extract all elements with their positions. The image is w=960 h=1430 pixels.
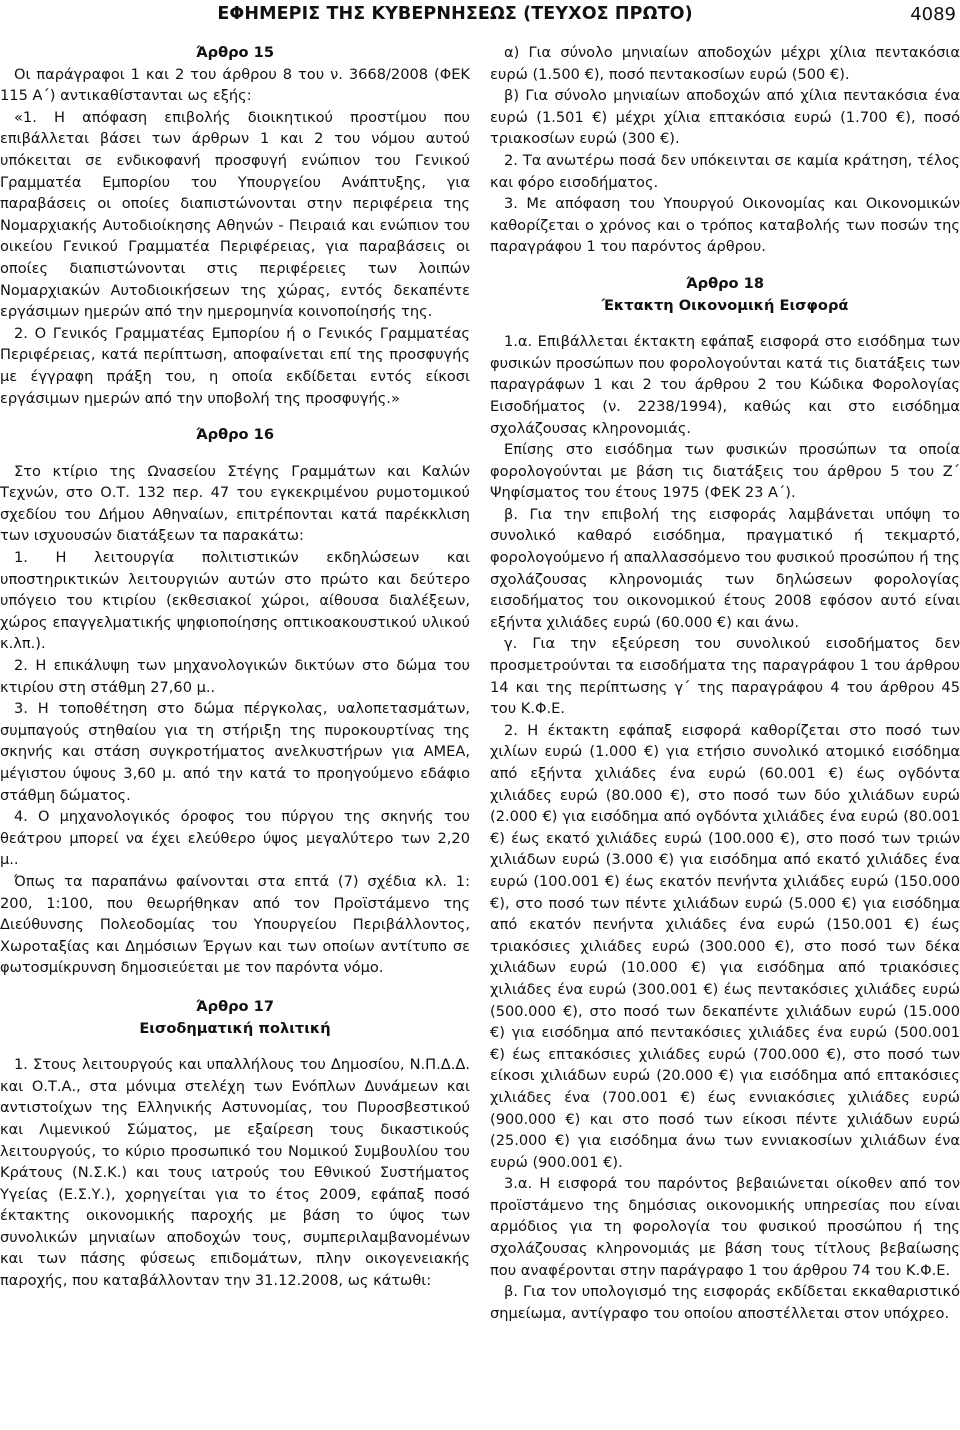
- article-18-title: Άρθρο 18: [686, 274, 764, 292]
- article-16-paragraph-1: 1. Η λειτουργία πολιτιστικών εκδηλώσεων και υποστηρικτικών λειτουργιών αυτών στο πρώτο και δεύτερο υπόγειο του κτιρίου (εκθεσιακοί χώροι, αίθουσα διαλέξεων, χώρος επαγγελματικής ψηφιοποίησης οπτικοακουστικού υλικού κ.λπ.).: [0, 549, 470, 653]
- left-column: [0, 42, 470, 1292]
- article-18-paragraph-1b: β. Για την επιβολή της εισφοράς λαμβάνεται υπόψη το συνολικό καθαρό εισόδημα, πραγματικό ή τεκμαρτό, φορολογούμενο ή απαλλασσόμενο του φυσικού προσώπου ή της σχολάζουσας κληρονομιάς των δηλώσεων φορολογίας εισοδήματος του οικονομικού έτους 2008 εφόσον αυτό είναι εξήντα χιλιάδες ευρώ (60.000 €) και άνω.: [490, 505, 960, 631]
- article-17-item-b: β) Για σύνολο μηνιαίων αποδοχών από χίλια πεντακόσια ένα ευρώ (1.501 €) μέχρι χίλια επτακόσια ευρώ (1.700 €), ποσό τριακοσίων ευρώ (300 €).: [490, 87, 960, 148]
- article-17-paragraph-3: 3. Με απόφαση του Υπουργού Οικονομίας και Οικονομικών καθορίζεται ο χρόνος και ο τρόπος καταβολής των ποσών της παραγράφου 1 του παρόντος άρθρου.: [490, 195, 960, 256]
- article-17-title: Άρθρο 17: [196, 997, 274, 1015]
- article-18-paragraph-3a: 3.α. Η εισφορά του παρόντος βεβαιώνεται οίκοθεν από τον προϊστάμενο της δημόσιας οικονομικής υπηρεσίας που είναι αρμόδιος για τη φορολογία του φυσικού προσώπου ή της σχολάζουσας κληρονομιάς με βάση τους τίτλους βεβαίωσης που αναφέρονται στην παράγραφο 1 του άρθρου 74 του Κ.Φ.Ε.: [490, 1175, 960, 1279]
- article-18-paragraph-1c: γ. Για την εξεύρεση του συνολικού εισοδήματος δεν προσμετρούνται τα εισοδήματα της παραγράφου 1 του άρθρου 14 και της περίπτωσης γ΄ της παραγράφου 4 του άρθρου 45 του Κ.Φ.Ε.: [490, 635, 960, 718]
- article-17-subtitle: Εισοδηματική πολιτική: [139, 1019, 331, 1037]
- article-16-paragraph-5: Όπως τα παραπάνω φαίνονται στα επτά (7) σχέδια κλ. 1: 200, 1:100, που θεωρήθηκαν από τον Προϊστάμενο της Διεύθυνσης Πολεοδομίας του Υπουργείου Περιβάλλοντος, Χωροταξίας και Δημόσιων Έργων και των οποίων αντίτυπο σε φωτοσμίκρυνση δημοσιεύεται με τον παρόντα νόμο.: [0, 872, 470, 977]
- article-16-paragraph-4: 4. Ο μηχανολογικός όροφος του πύργου της σκηνής του θεάτρου μπορεί να έχει ελεύθερο ύψος μεγαλύτερο των 2,20 μ..: [0, 808, 470, 869]
- article-18-paragraph-2: 2. Η έκτακτη εφάπαξ εισφορά καθορίζεται στο ποσό των χιλίων ευρώ (1.000 €) για ετήσιο συνολικό ατομικό εισόδημα από εξήντα χιλιάδες ένα ευρώ (60.001 €) έως ογδόντα χιλιάδες ευρώ (80.000 €), στο ποσό των δύο χιλιάδων ευρώ (2.000 €) για εισόδημα από ογδόντα χιλιάδες ένα ευρώ (80.001 €) έως εκατό χιλιάδες ευρώ (100.000 €), στο ποσό των τριών χιλιάδων ευρώ (3.000 €) για εισόδημα από εκατό χιλιάδες ένα ευρώ (100.001 €) έως εκατόν πενήντα χιλιάδες ευρώ (150.000 €), στο ποσό των πέντε χιλιάδων ευρώ (5.000 €) για εισόδημα από εκατόν πενήντα χιλιάδες ένα ευρώ (150.001 €) έως τριακόσιες χιλιάδες ευρώ (300.000 €), στο ποσό των δέκα χιλιάδων ευρώ (10.000 €) για εισόδημα από τριακόσιες χιλιάδες ένα ευρώ (300.001 €) έως πεντακόσιες χιλιάδες ευρώ (500.000 €), στο ποσό των δεκαπέντε χιλιάδων ευρώ (15.000 €) για εισόδημα από πεντακόσιες χιλιάδες ένα ευρώ (500.001 €) έως επτακόσιες χιλιάδες ευρώ (700.000 €), στο ποσό των είκοσι χιλιάδων ευρώ (20.000 €) για εισόδημα από επτακόσιες χιλιάδες ένα (700.001 €) έως εννιακόσιες χιλιάδες ευρώ (900.000 €) και στο ποσό των είκοσι πέντε χιλιάδων ευρώ (25.000 €) για εισόδημα άνω των εννιακοσίων χιλιάδων ένα ευρώ (900.001 €).: [490, 721, 960, 1171]
- article-16-paragraph-2: 2. Η επικάλυψη των μηχανολογικών δικτύων στο δώμα του κτιρίου στη στάθμη 27,60 μ..: [0, 657, 470, 696]
- article-15-intro: Οι παράγραφοι 1 και 2 του άρθρου 8 του ν. 3668/2008 (ΦΕΚ 115 Α΄) αντικαθίστανται ως εξής:: [0, 65, 470, 105]
- gazette-title: ΕΦΗΜΕΡΙΣ ΤΗΣ ΚΥΒΕΡΝΗΣΕΩΣ (ΤΕΥΧΟΣ ΠΡΩΤΟ): [217, 4, 693, 24]
- article-18-paragraph-1a-continued: Επίσης στο εισόδημα των φυσικών προσώπων τα οποία φορολογούνται με βάση τις διατάξεις του άρθρου 5 του Ζ΄ Ψηφίσματος του έτους 1975 (ΦΕΚ 23 Α΄).: [490, 441, 960, 502]
- article-15-paragraph-2: 2. Ο Γενικός Γραμματέας Εμπορίου ή ο Γενικός Γραμματέας Περιφέρειας, κατά περίπτωση, αποφαίνεται επί της προσφυγής με έγγραφη πράξη του, η οποία εκδίδεται εντός είκοσι εργάσιμων ημερών από την υποβολή της προσφυγής.»: [0, 324, 470, 407]
- article-18-paragraph-3b: β. Για τον υπολογισμό της εισφοράς εκδίδεται εκκαθαριστικό σημείωμα, αντίγραφο του οποίου αποστέλλεται στον υπόχρεο.: [490, 1283, 960, 1322]
- article-17-item-a: α) Για σύνολο μηνιαίων αποδοχών μέχρι χίλια πεντακόσια ευρώ (1.500 €), ποσό πεντακοσίων ευρώ (500 €).: [490, 44, 960, 83]
- article-17-paragraph-2: 2. Τα ανωτέρω ποσά δεν υπόκεινται σε καμία κράτηση, τέλος και φόρο εισοδήματος.: [490, 151, 960, 191]
- right-column: [490, 42, 960, 1324]
- article-15-title: Άρθρο 15: [196, 44, 274, 61]
- article-17-paragraph-1: 1. Στους λειτουργούς και υπαλλήλους του Δημοσίου, Ν.Π.Δ.Δ. και Ο.Τ.Α., στα μόνιμα στελέχη των Ενόπλων Δυνάμεων και αντιστοίχων της Ελληνικής Αστυνομίας, του Πυροσβεστικού και Λιμενικού Σώματος, με εξαίρεση τους δικαστικούς λειτουργούς, το κύριο προσωπικό του Νομικού Συμβουλίου του Κράτους (Ν.Σ.Κ.) και τους ιατρούς του Εθνικού Συστήματος Υγείας (Ε.Σ.Υ.), χορηγείται για το έτος 2009, εφάπαξ ποσό έκτακτης οικονομικής παροχής με βάση το ύψος των συνολικών μηνιαίων αποδοχών τους, συμπεριλαμβανομένων και των πάσης φύσεως επιδομάτων, πλην οικογενειακής παροχής, που καταβάλλονταν την 31.12.2008, ως κάτωθι:: [0, 1056, 470, 1290]
- article-15-paragraph-1: «1. Η απόφαση επιβολής διοικητικού προστίμου που επιβάλλεται βάσει των άρθρων 1 και 2 του νόμου αυτού υπόκειται σε ενδικοφανή προσφυγή ενώπιον του Γενικού Γραμματέα Εμπορίου του Υπουργείου Ανάπτυξης, για παραβάσεις οι οποίες διαπιστώνονται στην περιφέρεια της Νομαρχιακής Αυτοδιοίκησης Αθηνών - Πειραιά και ενώπιον του οικείου Γενικού Γραμματέα Περιφέρειας, για παραβάσεις οι οποίες διαπιστώνονται στις περιφέρειες των λοιπών Νομαρχιακών Αυτοδιοικήσεων της χώρας, εντός δεκαπέντε εργάσιμων ημερών από την ημερομηνία κοινοποίησής της.: [0, 108, 470, 321]
- page-header: [0, 0, 960, 32]
- page-number: 4089: [910, 4, 956, 25]
- article-16-paragraph-3: 3. Η τοποθέτηση στο δώμα πέργκολας, υαλοπετασμάτων, συμπαγούς στηθαίου για τη στήριξη της πυροκουρτίνας της σκηνής και στάση συγκροτήματος ανελκυστήρων για ΑΜΕΑ, μέγιστου ύψους 3,60 μ. από την κατά το προηγούμενο εδάφιο στάθμη δώματος.: [0, 700, 470, 804]
- article-18-paragraph-1a: 1.α. Επιβάλλεται έκτακτη εφάπαξ εισφορά στο εισόδημα των φυσικών προσώπων που φορολογούνται κατά τις διατάξεις των παραγράφων 1 και 2 του άρθρου 2 του Κώδικα Φορολογίας Εισοδήματος (ν. 2238/1994), καθώς και στο εισόδημα σχολάζουσας κληρονομιάς.: [490, 333, 960, 437]
- article-16-intro: Στο κτίριο της Ωνασείου Στέγης Γραμμάτων και Καλών Τεχνών, στο Ο.Τ. 132 περ. 47 του εγκεκριμένου ρυμοτομικού σχεδίου του Δήμου Αθηναίων, επιτρέπονται κατά παρέκκλιση των ισχυουσών διατάξεων τα παρακάτω:: [0, 462, 470, 545]
- article-18-subtitle: Έκτακτη Οικονομική Εισφορά: [601, 296, 849, 314]
- article-16-title: Άρθρο 16: [196, 426, 274, 444]
